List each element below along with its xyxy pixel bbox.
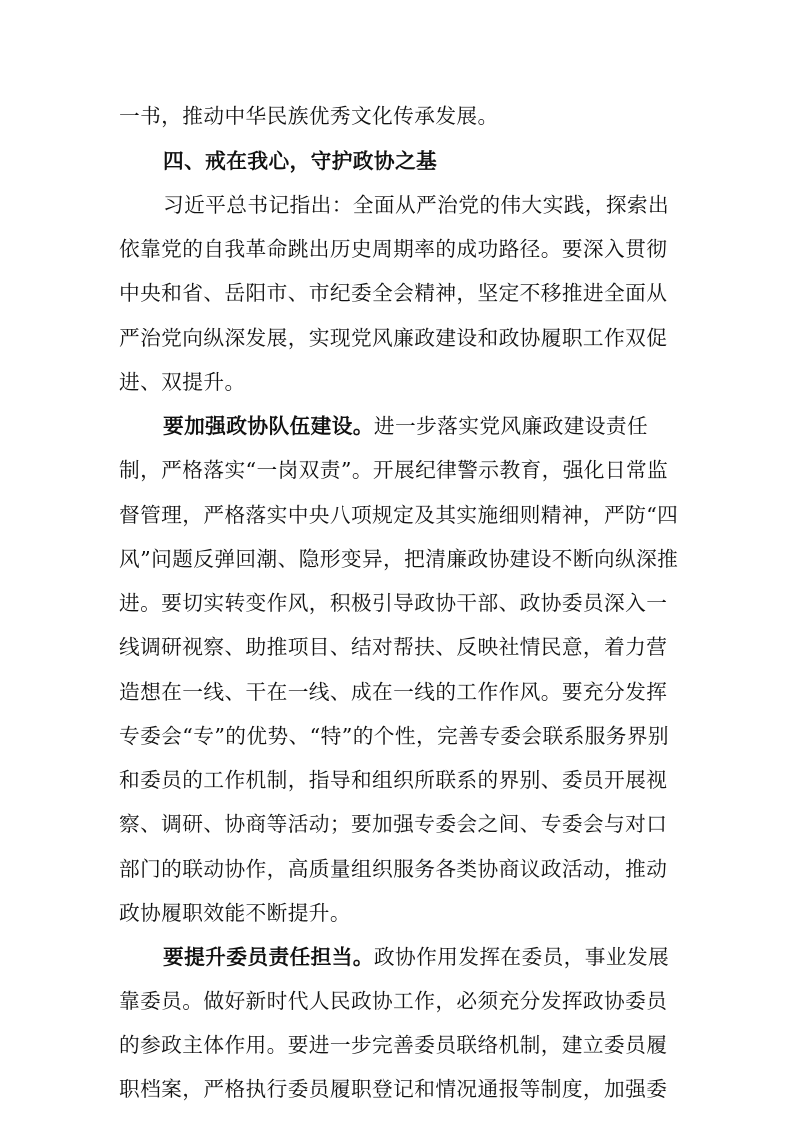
text-line: 靠委员。做好新时代人民政协工作，必须充分发挥政协委员 xyxy=(119,989,668,1013)
paragraph-first-line xyxy=(163,406,679,446)
paragraph-first-line xyxy=(163,937,679,977)
text-line: 察、调研、协商等活动；要加强专委会之间、专委会与对口 xyxy=(119,812,668,836)
text-line: 专委会“专”的优势、“特”的个性，完善专委会联系服务界别 xyxy=(119,724,670,748)
text-line: 职档案，严格执行委员履职登记和情况通报等制度，加强委 xyxy=(119,1077,668,1101)
text-line: 线调研视察、助推项目、结对帮扶、反映社情民意，着力营 xyxy=(119,635,668,659)
text-line: 和委员的工作机制，指导和组织所联系的界别、委员开展视 xyxy=(119,768,668,792)
text-line: 部门的联动协作，高质量组织服务各类协商议政活动，推动 xyxy=(119,857,668,881)
paragraph-lead-team-building: 要加强政协队伍建设。 xyxy=(163,414,374,438)
text-line: 政协履职效能不断提升。 xyxy=(119,901,351,925)
section-heading: 四、戒在我心，守护政协之基 xyxy=(163,149,438,173)
text-line: 的参政主体作用。要进一步完善委员联络机制，建立委员履 xyxy=(119,1033,668,1057)
text-line: 中央和省、岳阳市、市纪委全会精神，坚定不移推进全面从 xyxy=(119,281,668,305)
text-line: 依靠党的自我革命跳出历史周期率的成功路径。要深入贯彻 xyxy=(119,237,668,261)
text-line-tail: 政协作用发挥在委员，事业发展 xyxy=(373,945,670,969)
text-line: 习近平总书记指出：全面从严治党的伟大实践，探索出 xyxy=(163,193,670,217)
text-line: 风”问题反弹回潮、隐形变异，把清廉政协建设不断向纵深推 xyxy=(119,547,679,571)
text-line: 严治党向纵深发展，实现党风廉政建设和政协履职工作双促 xyxy=(119,326,668,350)
paragraph-lead-member-duty: 要提升委员责任担当。 xyxy=(163,945,374,969)
text-line: 督管理，严格落实中央八项规定及其实施细则精神，严防“四 xyxy=(119,503,679,527)
text-line-tail: 党风廉政建设责任 xyxy=(479,414,649,438)
paragraph-continuation: 进一步落实 xyxy=(373,414,480,438)
text-line: 造想在一线、干在一线、成在一线的工作作风。要充分发挥 xyxy=(119,680,668,704)
text-line: 一书，推动中华民族优秀文化传承发展。 xyxy=(119,104,499,128)
text-line: 进、双提升。 xyxy=(119,370,246,394)
text-line: 制，严格落实“一岗双责”。开展纪律警示教育，强化日常监 xyxy=(119,458,669,482)
text-line: 进。要切实转变作风，积极引导政协干部、政协委员深入一 xyxy=(119,591,668,615)
